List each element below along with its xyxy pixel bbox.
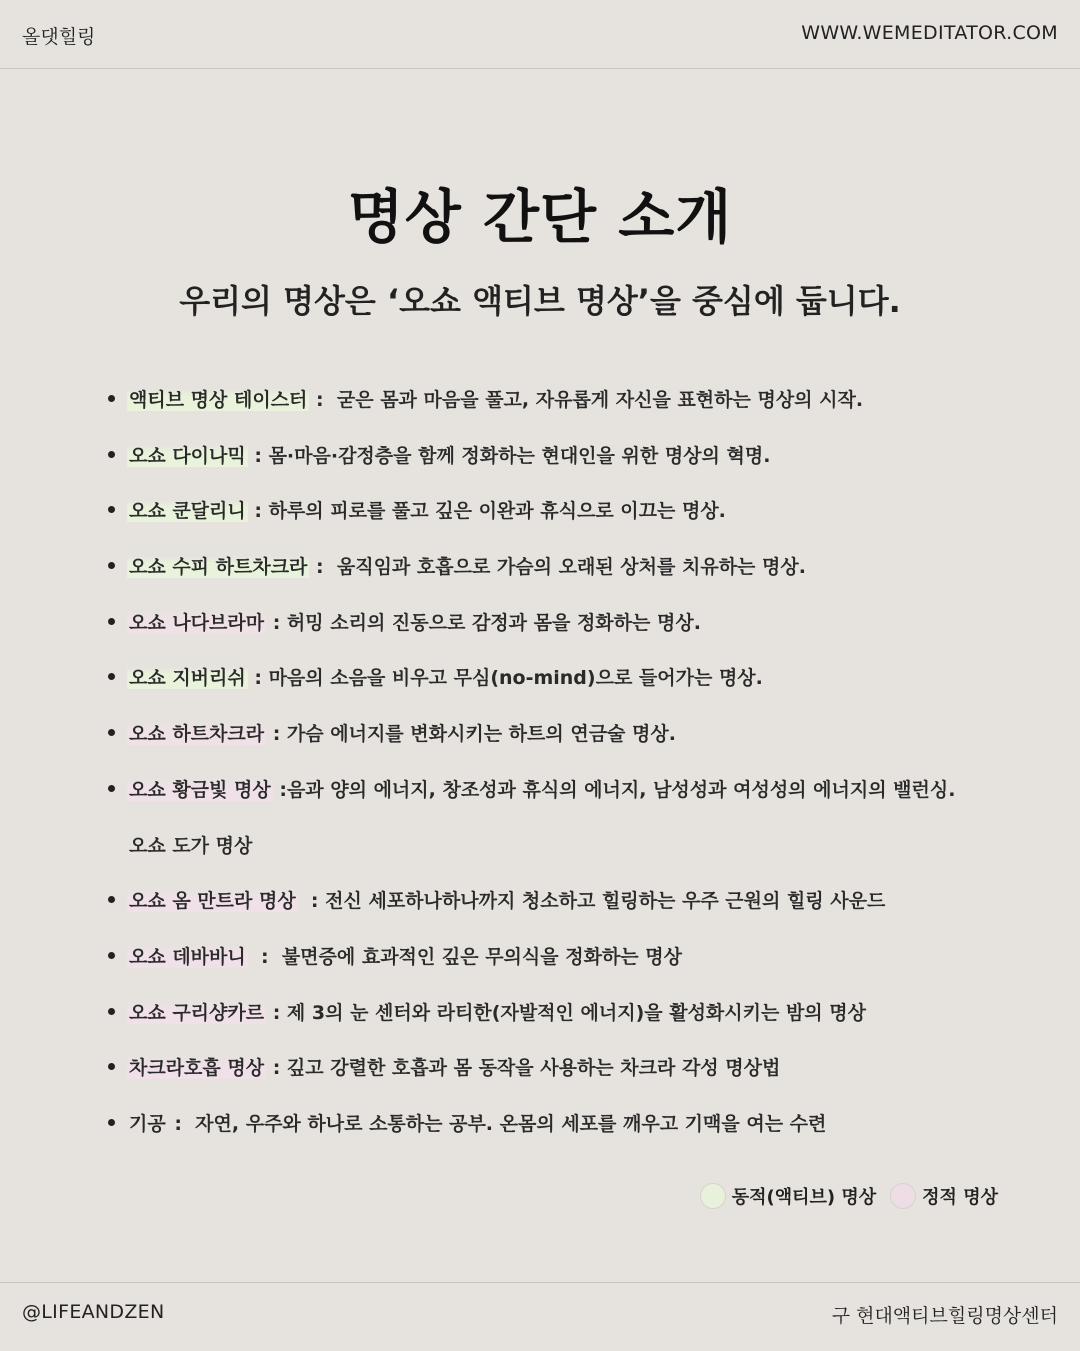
bullet-icon [108, 952, 115, 959]
brand-name: 올댓힐링 [22, 26, 96, 48]
meditation-description: 음과 양의 에너지, 창조성과 휴식의 에너지, 남성성과 여성성의 에너지의 밸런싱. [286, 778, 956, 801]
bullet-icon [108, 562, 115, 569]
meditation-description: 제 3의 눈 센터와 라티한(자발적인 에너지)을 활성화시키는 밤의 명상 [286, 1001, 866, 1024]
page-subtitle: 우리의 명상은 ‘오쇼 액티브 명상’을 중심에 둡니다. [179, 282, 901, 320]
bullet-icon [108, 618, 115, 625]
list-item [108, 768, 1008, 824]
meditation-description: 몸·마음·감정층을 함께 정화하는 현대인을 위한 명상의 혁명. [268, 444, 771, 467]
meditation-description: 깊고 강렬한 호흡과 몸 동작을 사용하는 차크라 각성 명상법 [286, 1057, 781, 1080]
item-text [127, 889, 885, 913]
bullet-icon [108, 395, 115, 402]
meditation-name: 오쇼 데바바니 [129, 945, 246, 968]
item-text [127, 611, 701, 635]
list-item [108, 1046, 1008, 1102]
separator: : [266, 723, 287, 746]
separator: : [266, 1057, 287, 1080]
separator: : [247, 444, 269, 467]
list-item [108, 601, 1008, 657]
bullet-icon [108, 673, 115, 680]
meditation-name: 오쇼 수피 하트차크라 [129, 556, 308, 579]
bullet-icon [108, 506, 115, 513]
item-text [127, 444, 770, 468]
item-text [127, 834, 254, 858]
page-title: 명상 간단 소개 [347, 183, 733, 251]
separator: : [247, 945, 282, 968]
meditation-name: 액티브 명상 테이스터 [129, 389, 308, 411]
social-handle[interactable]: @LIFEANDZEN [22, 1301, 165, 1323]
separator: : [309, 556, 337, 579]
meditation-name: 오쇼 도가 명상 [129, 834, 253, 857]
meditation-name: 오쇼 하트차크라 [129, 723, 265, 746]
meditation-description: 허밍 소리의 진동으로 감정과 몸을 정화하는 명상. [286, 611, 701, 634]
separator: : [297, 890, 326, 913]
item-text [127, 555, 806, 579]
meditation-description: 움직임과 호흡으로 가슴의 오래된 상처를 치유하는 명상. [336, 556, 806, 579]
separator: : [272, 778, 287, 801]
separator: : [266, 611, 287, 634]
separator: : [309, 389, 337, 411]
separator: : [167, 1112, 196, 1135]
list-item [108, 378, 1008, 434]
website-url[interactable]: WWW.WEMEDITATOR.COM [801, 22, 1058, 44]
separator: : [247, 500, 269, 523]
list-item [108, 1102, 1008, 1158]
item-text [127, 666, 763, 690]
bullet-icon [108, 1063, 115, 1070]
meditation-name: 차크라호흡 명상 [129, 1057, 265, 1080]
item-text [127, 1056, 780, 1080]
meditation-name: 오쇼 지버리쉬 [129, 667, 246, 690]
item-text [127, 945, 682, 969]
static-legend-label: 정적 명상 [922, 1187, 998, 1208]
list-item [108, 656, 1008, 712]
list-item [108, 434, 1008, 490]
meditation-description: 전신 세포하나하나까지 청소하고 힐링하는 우주 근원의 힐링 사운드 [325, 890, 886, 913]
active-legend-dot-icon [700, 1183, 726, 1209]
active-legend-label: 동적(액티브) 명상 [731, 1187, 877, 1208]
meditation-description: 자연, 우주와 하나로 소통하는 공부. 온몸의 세포를 깨우고 기맥을 여는 수련 [195, 1112, 827, 1135]
meditation-description: 불면증에 효과적인 깊은 무의식을 정화하는 명상 [281, 945, 682, 968]
separator: : [247, 667, 269, 690]
meditation-name: 오쇼 옴 만트라 명상 [129, 890, 296, 913]
meditation-name: 오쇼 황금빛 명상 [129, 778, 271, 801]
meditation-description: 가슴 에너지를 변화시키는 하트의 연금술 명상. [286, 723, 676, 746]
bullet-icon [108, 1008, 115, 1015]
list-item [108, 712, 1008, 768]
meditation-name: 오쇼 구리샹카르 [129, 1001, 265, 1024]
bullet-icon [108, 1119, 115, 1126]
separator: : [266, 1001, 287, 1024]
item-text [127, 499, 726, 523]
meditation-name: 기공 [129, 1112, 166, 1135]
list-item [108, 935, 1008, 991]
meditation-list [108, 378, 1008, 1158]
list-item [108, 991, 1008, 1047]
item-text [127, 722, 676, 746]
item-text [127, 778, 955, 802]
meditation-description: 마음의 소음을 비우고 무심(no-mind)으로 들어가는 명상. [268, 667, 763, 690]
list-item [108, 824, 1008, 880]
bottom-bar [0, 1282, 1080, 1351]
item-text [127, 1001, 866, 1025]
static-legend-dot-icon [890, 1183, 916, 1209]
list-item [108, 489, 1008, 545]
legend [700, 1183, 998, 1209]
list-item [108, 545, 1008, 601]
list-item [108, 879, 1008, 935]
meditation-description: 하루의 피로를 풀고 깊은 이완과 휴식으로 이끄는 명상. [268, 500, 726, 523]
meditation-name: 오쇼 다이나믹 [129, 444, 246, 467]
bullet-icon [108, 729, 115, 736]
item-text [127, 388, 863, 412]
bullet-icon [108, 896, 115, 903]
bullet-icon [108, 785, 115, 792]
meditation-description: 굳은 몸과 마음을 풀고, 자유롭게 자신을 표현하는 명상의 시작. [336, 389, 864, 411]
meditation-name: 오쇼 나다브라마 [129, 611, 265, 634]
item-text [127, 1112, 826, 1136]
top-bar [0, 0, 1080, 69]
center-name: 구 현대액티브힐링명상센터 [831, 1305, 1058, 1327]
bullet-icon [108, 451, 115, 458]
meditation-name: 오쇼 쿤달리니 [129, 500, 246, 523]
